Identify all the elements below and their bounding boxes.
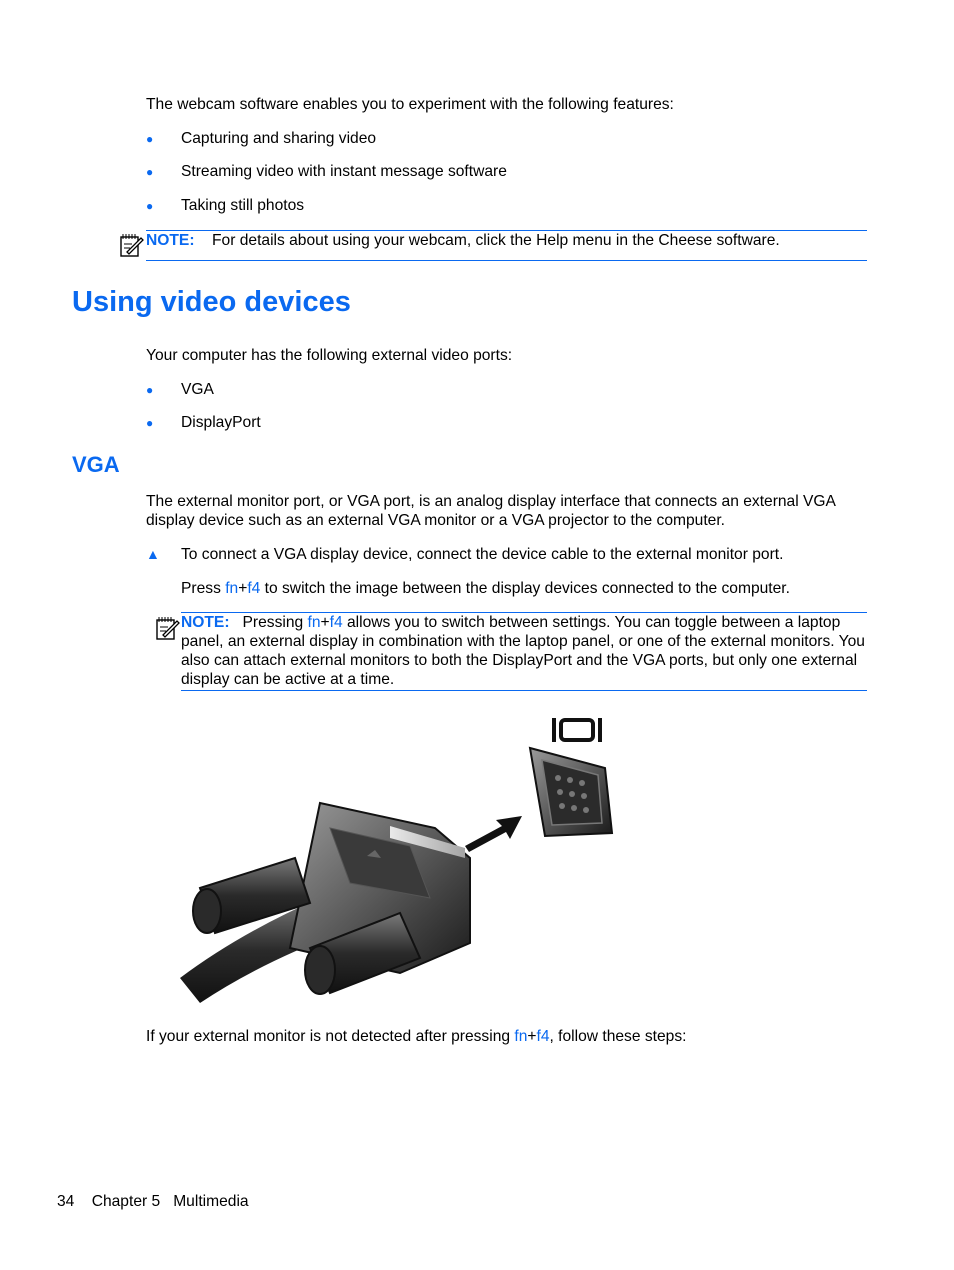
- footer: [57, 1192, 249, 1211]
- vga-cable-illustration: [180, 708, 620, 1008]
- monitor-port-icon: [552, 718, 602, 742]
- page-number: 34: [57, 1193, 75, 1210]
- press-before: Press: [181, 580, 226, 597]
- list-item: Taking still photos: [181, 197, 305, 214]
- bullet-icon: ●: [146, 199, 154, 213]
- triangle-bullet-icon: ▲: [146, 546, 160, 562]
- bullet-icon: ●: [146, 165, 154, 179]
- note-before: Pressing: [242, 614, 308, 631]
- plus-sign: +: [527, 1028, 537, 1045]
- list-item: VGA: [181, 381, 214, 398]
- ports-intro: Your computer has the following external video ports:: [146, 347, 513, 364]
- intro-paragraph: The webcam software enables you to experiment with the following features:: [146, 96, 674, 113]
- key-fn: fn: [225, 580, 239, 597]
- bullet-icon: ●: [146, 132, 154, 146]
- note-text: [181, 613, 867, 689]
- detect-line: [146, 1027, 686, 1046]
- key-fn: fn: [307, 614, 321, 631]
- plus-sign: +: [238, 580, 248, 597]
- note-box: [146, 231, 195, 250]
- note-label: NOTE:: [146, 232, 195, 249]
- detect-before: If your external monitor is not detected after pressing: [146, 1028, 515, 1045]
- section-title: Using video devices: [72, 286, 351, 318]
- note-icon: [155, 615, 181, 641]
- press-line: [181, 579, 790, 598]
- arrow-icon: [465, 816, 522, 852]
- chapter-title: Multimedia: [173, 1193, 249, 1210]
- chapter-label: Chapter 5: [91, 1193, 161, 1210]
- note-icon: [119, 232, 145, 258]
- key-f4: f4: [329, 614, 343, 631]
- detect-after: , follow these steps:: [549, 1028, 687, 1045]
- vga-port: [530, 748, 612, 836]
- plus-sign: +: [320, 614, 330, 631]
- list-item: Capturing and sharing video: [181, 130, 377, 147]
- key-fn: fn: [514, 1028, 528, 1045]
- vga-paragraph: The external monitor port, or VGA port, is an analog display interface that connects an external VGA display device such as an external VGA monitor or a VGA projector to the computer.: [146, 493, 836, 529]
- subsection-title: VGA: [72, 452, 120, 477]
- key-f4: f4: [536, 1028, 550, 1045]
- list-item: Streaming video with instant message software: [181, 163, 507, 180]
- bullet-icon: ●: [146, 383, 154, 397]
- key-f4: f4: [247, 580, 261, 597]
- list-item: DisplayPort: [181, 414, 261, 431]
- step-text: To connect a VGA display device, connect the device cable to the external monitor port.: [181, 546, 784, 563]
- press-after: to switch the image between the display devices connected to the computer.: [260, 580, 790, 597]
- note-after: allows you to switch between settings. You can toggle between a laptop panel, an external display in combination with the laptop panel, or one of the external monitors. You also can attach external monitors to both the DisplayPort and the VGA ports, but only one external display can be active at a time.: [181, 614, 865, 688]
- note-bottom-rule: [181, 690, 867, 691]
- note-bottom-rule: [146, 260, 867, 261]
- note-text: For details about using your webcam, click the Help menu in the Cheese software.: [212, 232, 780, 249]
- bullet-icon: ●: [146, 416, 154, 430]
- note-label: NOTE:: [181, 614, 230, 631]
